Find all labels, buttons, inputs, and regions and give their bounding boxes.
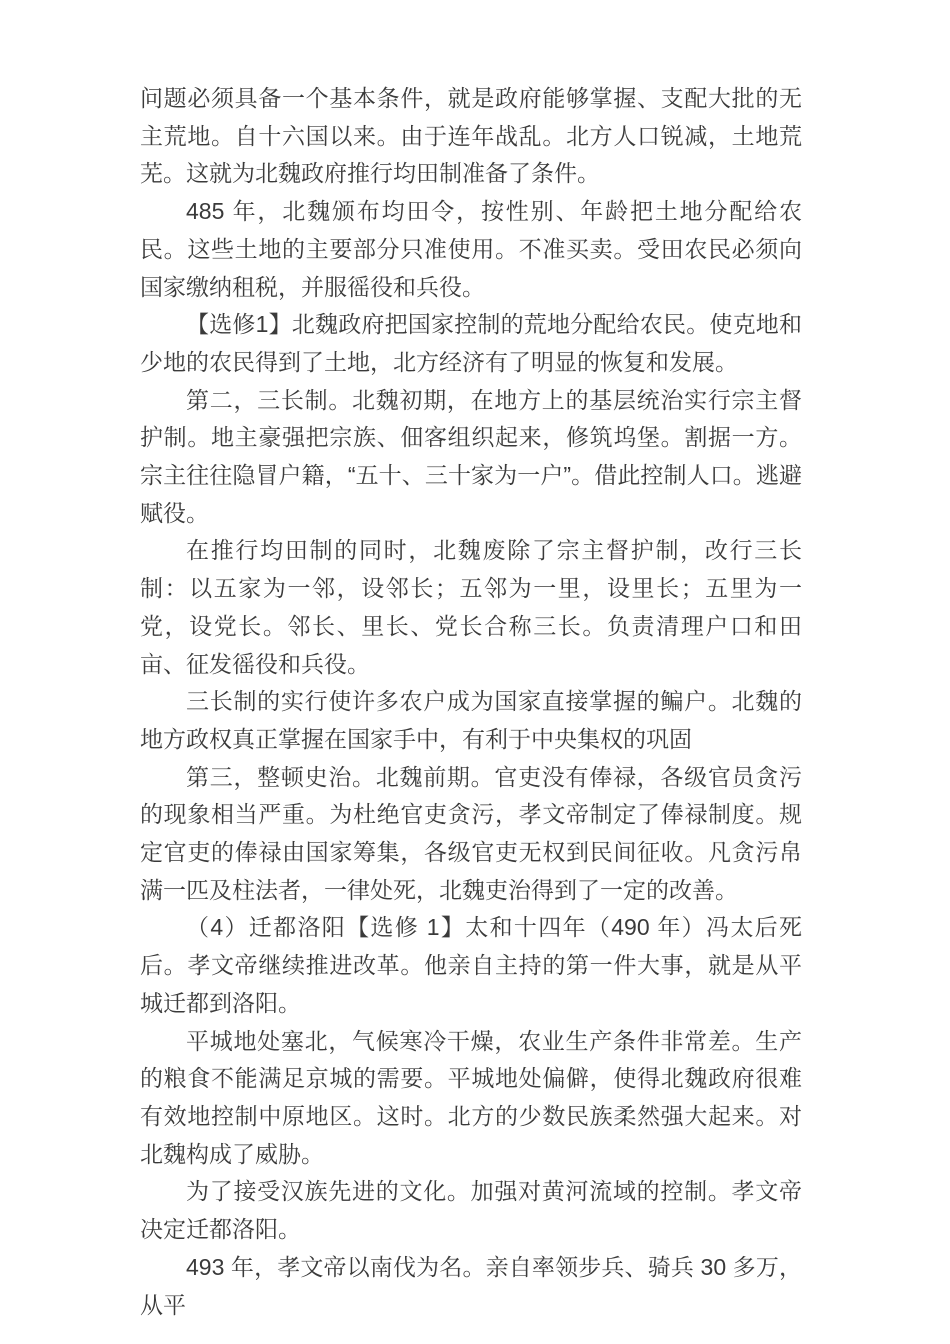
paragraph: （4）迁都洛阳【选修 1】太和十四年（490 年）冯太后死后。孝文帝继续推进改革。他亲自主持的第一件大事，就是从平城迁都到洛阳。 — [140, 914, 802, 1016]
paragraph: 为了接受汉族先进的文化。加强对黄河流域的控制。孝文帝决定迁都洛阳。 — [140, 1178, 802, 1243]
paragraph: 第三，整顿史治。北魏前期。官吏没有俸禄，各级官员贪污的现象相当严重。为杜绝官吏贪污，孝文帝制定了俸禄制度。规定官吏的俸禄由国家筹集，各级官吏无权到民间征收。凡贪污帛满一匹及柱法者，一律处死，北魏吏治得到了一定的改善。 — [140, 763, 802, 903]
paragraph: 平城地处塞北，气候寒冷干燥，农业生产条件非常差。生产的粮食不能满足京城的需要。平城地处偏僻，使得北魏政府很难有效地控制中原地区。这时。北方的少数民族柔然强大起来。对北魏构成了威胁。 — [140, 1027, 802, 1167]
text-body — [140, 80, 802, 1324]
paragraph: 三长制的实行使许多农户成为国家直接掌握的鳊户。北魏的地方政权真正掌握在国家手中，有利于中央集权的巩固 — [140, 688, 802, 752]
paragraph: 问题必须具备一个基本条件，就是政府能够掌握、支配大批的无主荒地。自十六国以来。由于连年战乱。北方人口锐减，土地荒芜。这就为北魏政府推行均田制准备了条件。 — [140, 85, 802, 187]
paragraph: 493 年，孝文帝以南伐为名。亲自率领步兵、骑兵 30 多万，从平 — [140, 1253, 802, 1318]
paragraph: 485 年，北魏颁布均田令，按性别、年龄把土地分配给农民。这些土地的主要部分只准使用。不准买卖。受田农民必须向国家缴纳租税，并服徭役和兵役。 — [140, 198, 802, 300]
paragraph: 第二，三长制。北魏初期，在地方上的基层统治实行宗主督护制。地主豪强把宗族、佃客组织起来，修筑坞堡。割据一方。宗主往往隐冒户籍，“五十、三十家为一户”。借此控制人口。逃避赋役。 — [140, 386, 802, 526]
paragraph: 【选修1】北魏政府把国家控制的荒地分配给农民。使克地和少地的农民得到了土地，北方经济有了明显的恢复和发展。 — [140, 311, 802, 375]
paragraph: 在推行均田制的同时，北魏废除了宗主督护制，改行三长制：以五家为一邻，设邻长；五邻为一里，设里长；五里为一党，设党长。邻长、里长、党长合称三长。负责清理户口和田亩、征发徭役和兵役。 — [140, 537, 802, 677]
